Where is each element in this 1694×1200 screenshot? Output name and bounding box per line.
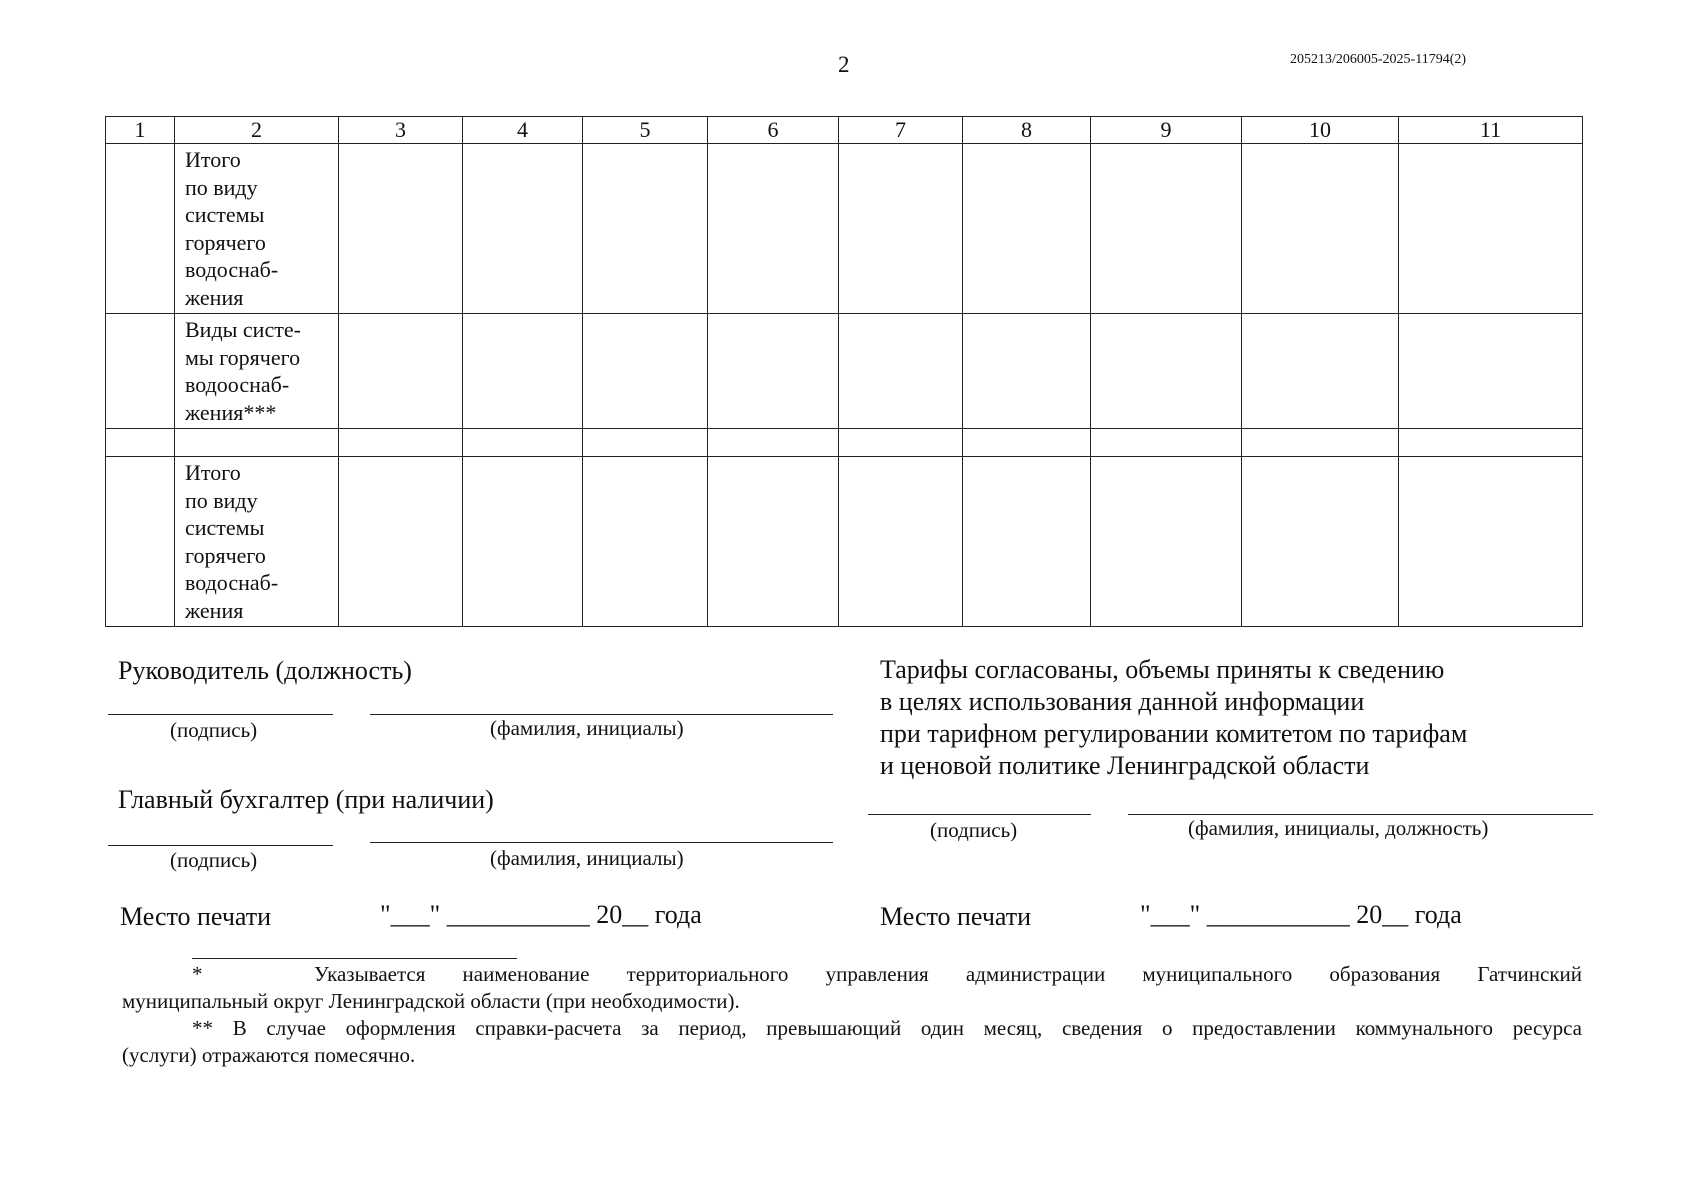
table-cell bbox=[463, 429, 583, 457]
footnote-1-line-1: * Указывается наименование территориального управления администрации муниципального образования Гатчинский bbox=[192, 962, 1582, 986]
column-header: 1 bbox=[106, 117, 175, 144]
signature-caption: (подпись) bbox=[930, 818, 1018, 842]
table-cell bbox=[708, 314, 839, 429]
table-cell bbox=[1091, 314, 1242, 429]
table-cell bbox=[1242, 457, 1399, 627]
table-cell bbox=[839, 457, 963, 627]
table-cell bbox=[339, 314, 463, 429]
signature-caption: (подпись) bbox=[170, 718, 258, 742]
table-cell bbox=[1399, 314, 1583, 429]
table-row bbox=[106, 144, 1583, 314]
table-cell bbox=[708, 429, 839, 457]
table-cell bbox=[583, 314, 708, 429]
table-cell bbox=[1091, 429, 1242, 457]
table-cell bbox=[1399, 457, 1583, 627]
head-title: Руководитель (должность) bbox=[118, 656, 412, 685]
table-cell bbox=[463, 144, 583, 314]
row-label bbox=[175, 429, 339, 457]
date-field: "___" ___________ 20__ года bbox=[380, 900, 702, 929]
name-line bbox=[370, 714, 833, 715]
table-cell bbox=[963, 144, 1091, 314]
table-cell bbox=[1242, 429, 1399, 457]
table-cell bbox=[1091, 144, 1242, 314]
name-line bbox=[370, 842, 833, 843]
table-cell bbox=[963, 457, 1091, 627]
table-cell bbox=[106, 144, 175, 314]
approval-line: Тарифы согласованы, объемы приняты к сведению bbox=[880, 655, 1445, 684]
footnote-1-line-2: муниципальный округ Ленинградской области (при необходимости). bbox=[122, 989, 740, 1013]
footnote-2-line-2: (услуги) отражаются помесячно. bbox=[122, 1043, 416, 1067]
name-caption: (фамилия, инициалы) bbox=[490, 846, 684, 870]
row-label: Итого по виду системы горячего водоснаб- жения bbox=[175, 457, 339, 627]
footnote-2-line-1: ** В случае оформления справки-расчета за период, превышающий один месяц, сведения о предоставлении коммунального ресурса bbox=[192, 1016, 1582, 1040]
table-cell bbox=[839, 314, 963, 429]
page-number: 2 bbox=[838, 52, 850, 77]
approval-line: при тарифном регулировании комитетом по тарифам bbox=[880, 719, 1468, 748]
approval-line: и ценовой политике Ленинградской области bbox=[880, 751, 1370, 780]
table-cell bbox=[583, 457, 708, 627]
table-cell bbox=[339, 144, 463, 314]
column-header: 7 bbox=[839, 117, 963, 144]
signature-line bbox=[868, 814, 1091, 815]
table-cell bbox=[106, 457, 175, 627]
table-cell bbox=[963, 314, 1091, 429]
date-field: "___" ___________ 20__ года bbox=[1140, 900, 1462, 929]
footnote-separator bbox=[192, 958, 517, 959]
column-header: 2 bbox=[175, 117, 339, 144]
row-label: Итого по виду системы горячего водоснаб- жения bbox=[175, 144, 339, 314]
table-cell bbox=[1091, 457, 1242, 627]
column-header: 9 bbox=[1091, 117, 1242, 144]
table-cell bbox=[339, 429, 463, 457]
stamp-label: Место печати bbox=[120, 902, 272, 931]
accountant-title: Главный бухгалтер (при наличии) bbox=[118, 785, 494, 814]
calculation-table bbox=[105, 116, 1583, 627]
name-caption: (фамилия, инициалы, должность) bbox=[1188, 816, 1489, 840]
table-cell bbox=[1399, 144, 1583, 314]
table-cell bbox=[1242, 144, 1399, 314]
column-header: 11 bbox=[1399, 117, 1583, 144]
table-cell bbox=[839, 429, 963, 457]
approval-line: в целях использования данной информации bbox=[880, 687, 1365, 716]
signature-line bbox=[108, 714, 333, 715]
table-cell bbox=[339, 457, 463, 627]
table-row bbox=[106, 457, 1583, 627]
table-cell bbox=[106, 429, 175, 457]
stamp-label: Место печати bbox=[880, 902, 1032, 931]
column-header: 10 bbox=[1242, 117, 1399, 144]
row-label: Виды систе- мы горячего водооснаб- жения*** bbox=[175, 314, 339, 429]
table-cell bbox=[1242, 314, 1399, 429]
approval-text bbox=[880, 654, 1467, 782]
table-cell bbox=[708, 144, 839, 314]
table-cell bbox=[106, 314, 175, 429]
column-header: 4 bbox=[463, 117, 583, 144]
table-cell bbox=[463, 314, 583, 429]
table-cell bbox=[963, 429, 1091, 457]
table-row bbox=[106, 429, 1583, 457]
column-header: 6 bbox=[708, 117, 839, 144]
column-header: 5 bbox=[583, 117, 708, 144]
table-cell bbox=[1399, 429, 1583, 457]
table-cell bbox=[708, 457, 839, 627]
table-row bbox=[106, 314, 1583, 429]
table-cell bbox=[583, 144, 708, 314]
table-cell bbox=[463, 457, 583, 627]
name-line bbox=[1128, 814, 1593, 815]
table-cell bbox=[583, 429, 708, 457]
signature-line bbox=[108, 845, 333, 846]
column-header: 3 bbox=[339, 117, 463, 144]
table-cell bbox=[839, 144, 963, 314]
column-header: 8 bbox=[963, 117, 1091, 144]
table-header-row bbox=[106, 117, 1583, 144]
signature-caption: (подпись) bbox=[170, 848, 258, 872]
name-caption: (фамилия, инициалы) bbox=[490, 716, 684, 740]
document-id: 205213/206005-2025-11794(2) bbox=[1290, 52, 1467, 67]
